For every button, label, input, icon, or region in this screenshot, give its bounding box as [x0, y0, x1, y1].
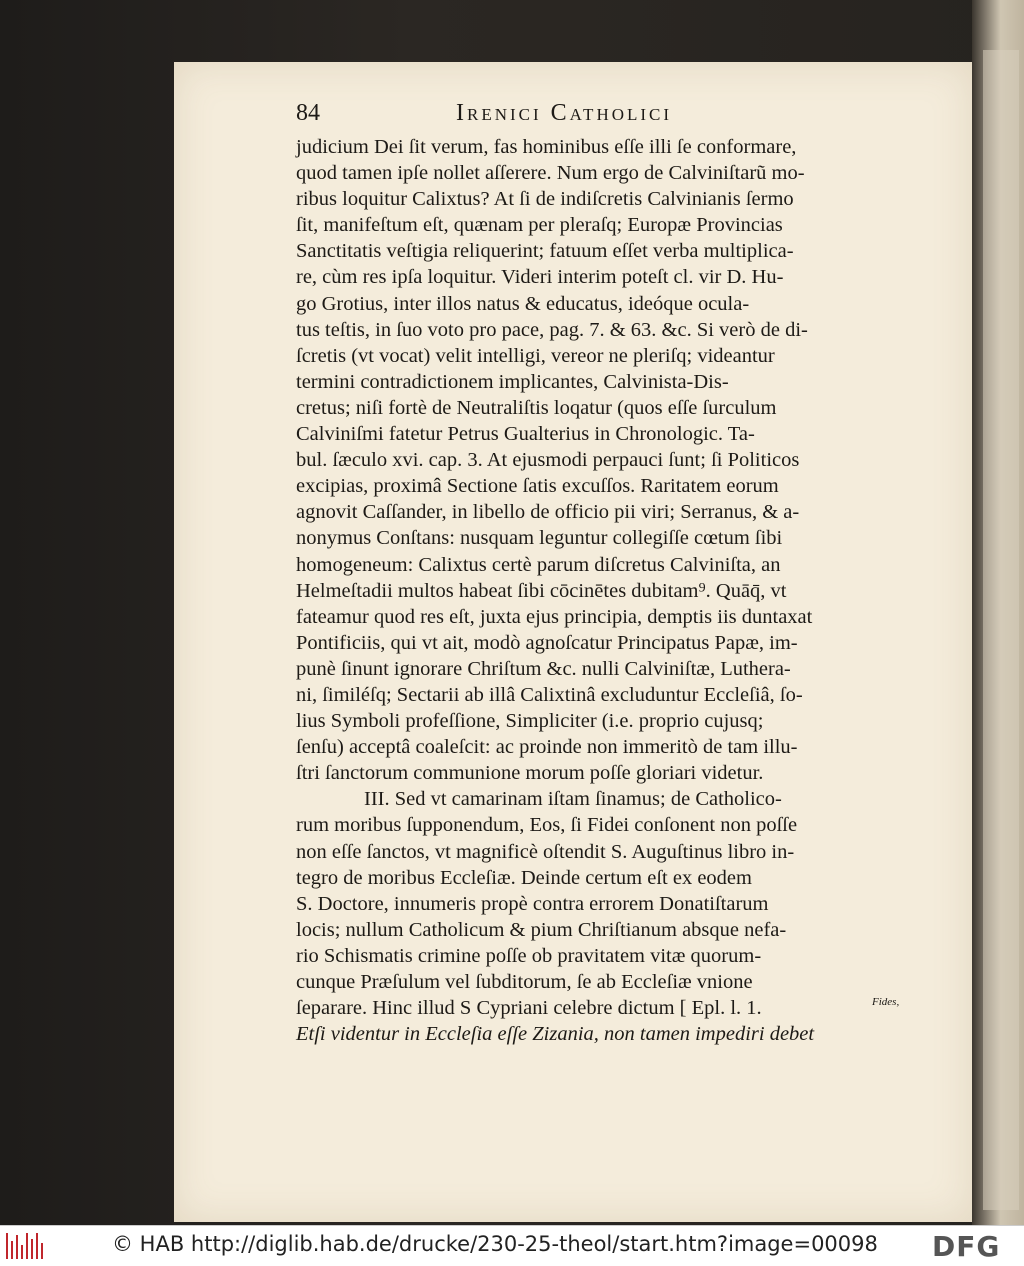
text-line: ni, ſimiléſq; Sectarii ab illâ Calixtinâ excluduntur Eccleſiâ, ſo-: [296, 683, 803, 706]
paragraph-start-line: III. Sed vt camarinam iſtam ſinamus; de Catholico-: [364, 788, 782, 811]
text-line: re, cùm res ipſa loquitur. Videri interim poteſt cl. vir D. Hu-: [296, 266, 784, 289]
text-line: S. Doctore, innumeris propè contra errorem Donatiſtarum: [296, 892, 769, 915]
text-line: Sanctitatis veſtigia reliquerint; fatuum eſſet verba multiplica-: [296, 240, 794, 263]
body-text: [296, 134, 921, 1047]
text-line: quod tamen ipſe nollet aſſerere. Num ergo de Calviniſtarũ mo-: [296, 162, 805, 185]
text-line: rum moribus ſupponendum, Eos, ſi Fidei conſonent non poſſe: [296, 814, 798, 837]
text-line: tus teſtis, in ſuo voto pro pace, pag. 7. & 63. &c. Si verò de di-: [296, 318, 808, 341]
hab-logo-icon: [6, 1233, 46, 1259]
source-url-link[interactable]: © HAB http://diglib.hab.de/drucke/230-25-theol/start.htm?image=00098: [112, 1232, 878, 1256]
running-head: [296, 100, 936, 130]
text-line: bul. ſæculo xvi. cap. 3. At ejusmodi perpauci ſunt; ſi Politicos: [296, 449, 800, 472]
dfg-logo: DFG: [932, 1230, 1001, 1263]
text-line: termini contradictionem implicantes, Calvinista-Dis-: [296, 370, 729, 393]
text-line: locis; nullum Catholicum & pium Chriſtianum absque nefa-: [296, 918, 787, 941]
text-line: cretus; niſi fortè de Neutraliſtis loqatur (quos eſſe ſurculum: [296, 396, 777, 419]
text-line: lius Symboli profeſſione, Simpliciter (i.e. proprio cujusq;: [296, 710, 764, 733]
text-line: non eſſe ſanctos, vt magnificè oſtendit S. Auguſtinus libro in-: [296, 840, 795, 863]
text-line: fateamur quod res eſt, juxta ejus principia, demptis iis duntaxat: [296, 605, 813, 628]
text-line: agnovit Caſſander, in libello de officio pii viri; Serranus, & a-: [296, 501, 800, 524]
running-head-title: Irenici Catholici: [456, 100, 673, 126]
viewer-footer: [0, 1225, 1024, 1266]
catchword: Fides,: [872, 996, 900, 1008]
text-line: ſtri ſanctorum communione morum poſſe gloriari videtur.: [296, 762, 764, 785]
text-line: ſit, manifeſtum eſt, quænam per pleraſq; Europæ Provincias: [296, 214, 783, 237]
adjacent-page-text-fragment: [983, 50, 1019, 1210]
italic-quote-line: Etſi videntur in Eccleſia eſſe Zizania, non tamen impediri debet: [296, 1023, 815, 1046]
text-line: judicium Dei ſit verum, fas hominibus eſſe illi ſe conformare,: [296, 136, 797, 158]
text-line: tegro de moribus Eccleſiæ. Deinde certum eſt ex eodem: [296, 866, 752, 889]
text-line: Helmeſtadii multos habeat ſibi cōcinētes dubitam⁹. Quāq̄, vt: [296, 579, 787, 602]
text-line: Calviniſmi fatetur Petrus Gualterius in Chronologic. Ta-: [296, 423, 755, 446]
text-line: excipias, proximâ Sectione ſatis excuſſos. Raritatem eorum: [296, 475, 779, 498]
text-line: cunque Præſulum vel ſubditorum, ſe ab Eccleſiæ vnione: [296, 971, 753, 993]
text-line: rio Schismatis crimine poſſe ob pravitatem vitæ quorum-: [296, 944, 762, 967]
text-line: ſenſu) acceptâ coaleſcit: ac proinde non immeritò de tam illu-: [296, 736, 798, 759]
text-line: nonymus Conſtans: nusquam leguntur collegiſſe cœtum ſibi: [296, 527, 783, 550]
page-number: 84: [296, 100, 320, 126]
text-line: ribus loquitur Calixtus? At ſi de indiſcretis Calvinianis ſermo: [296, 188, 794, 211]
text-line: punè ſinunt ignorare Chriſtum &c. nulli Calviniſtæ, Luthera-: [296, 657, 791, 680]
text-line: homogeneum: Calixtus certè parum diſcretus Calviniſta, an: [296, 553, 781, 576]
text-line: ſcretis (vt vocat) velit intelligi, vereor ne pleriſq; videantur: [296, 344, 775, 367]
text-line: go Grotius, inter illos natus & educatus, ideóque ocula-: [296, 292, 750, 315]
text-line: ſeparare. Hinc illud S Cypriani celebre dictum [ Epl. l. 1.: [296, 997, 762, 1020]
text-line: Pontificiis, qui vt ait, modò agnoſcatur Principatus Papæ, im-: [296, 631, 798, 654]
